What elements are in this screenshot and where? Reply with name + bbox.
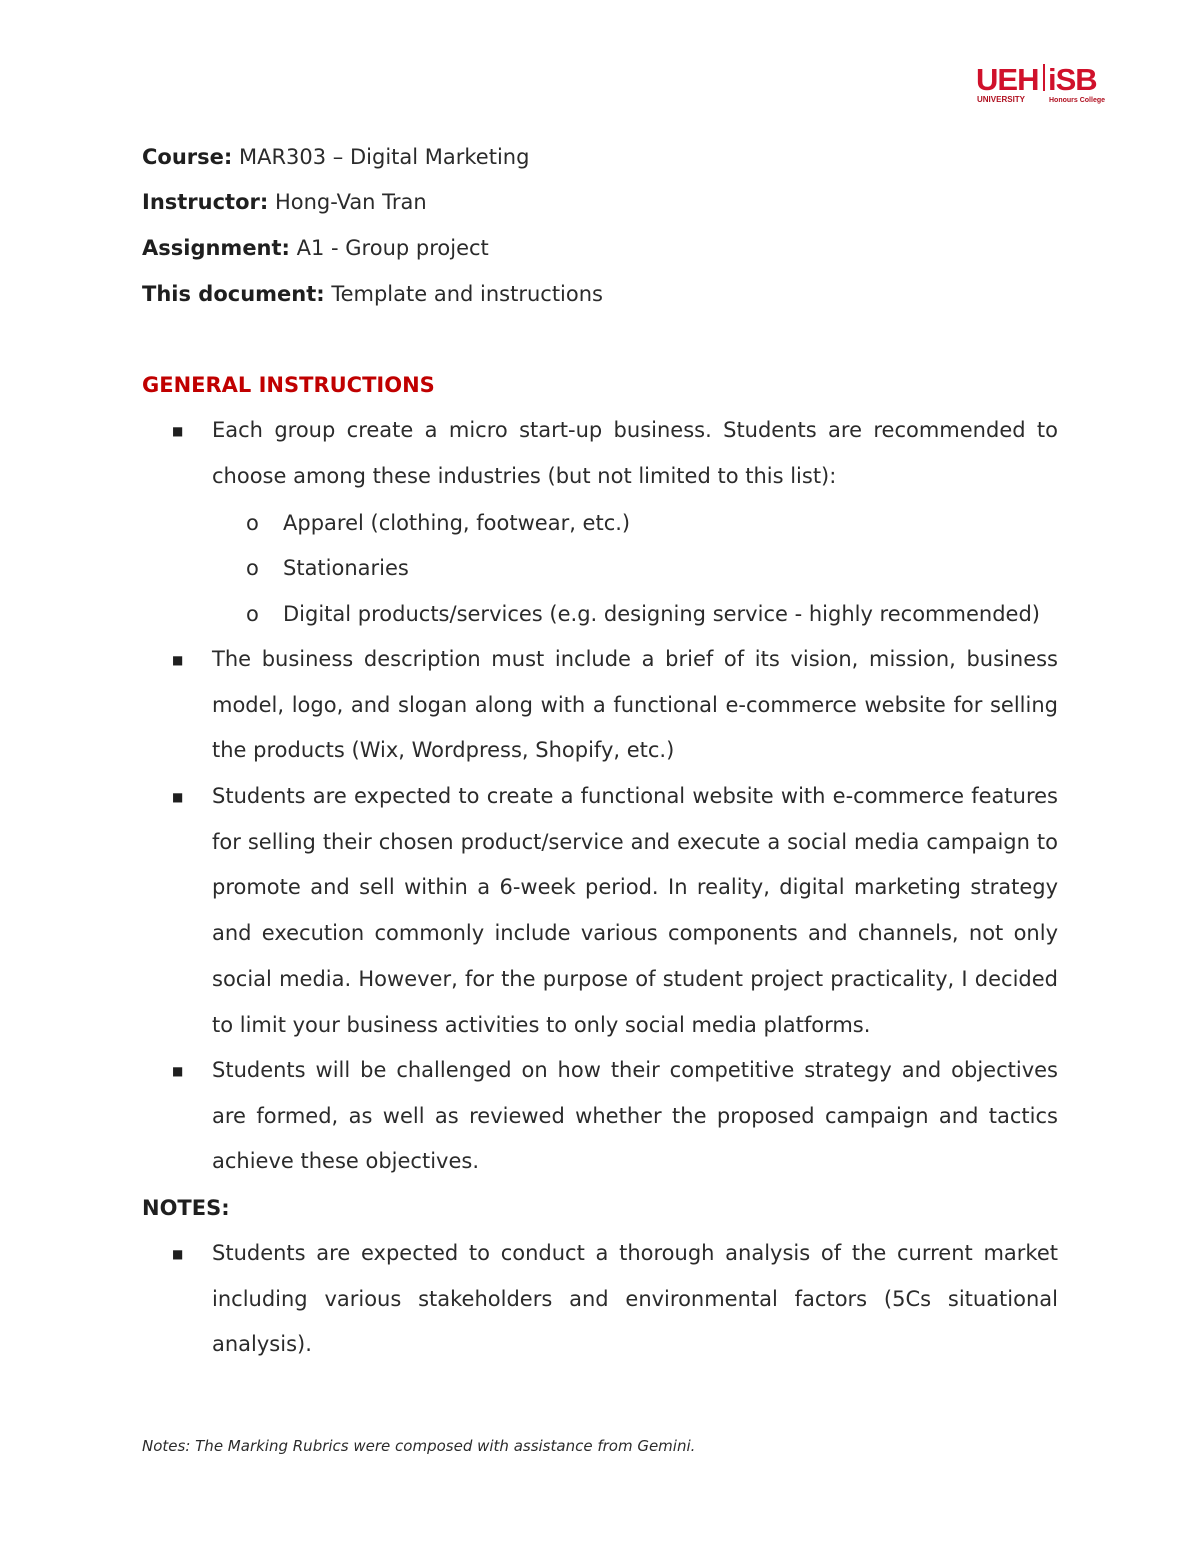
sub-bullet-icon: o [246,556,259,580]
sub-bullet-icon: o [246,602,259,626]
instructor-line [142,187,427,217]
sub-item-stationaries: Stationaries [283,556,409,580]
course-value: MAR303 – Digital Marketing [232,145,530,169]
document-line [142,279,603,309]
assignment-value: A1 - Group project [289,236,489,260]
logo-brand-right: iSB [1048,62,1097,97]
general-instructions-heading: GENERAL INSTRUCTIONS [142,373,435,397]
instructor-value: Hong-Van Tran [268,190,427,214]
logo-tag-right: Honours College [1049,97,1106,104]
general-item-1: Each group create a micro start-up business. Students are recommended to choose among these industries (but not limited to this list): [212,418,1058,488]
notes-heading: NOTES: [142,1196,230,1220]
bullet-icon: ■ [172,1064,184,1078]
instructor-label: Instructor: [142,190,269,214]
bullet-icon: ■ [172,790,184,804]
footnote: Notes: The Marking Rubrics were composed with assistance from Gemini. [142,1437,696,1455]
sub-item-apparel: Apparel (clothing, footwear, etc.) [283,511,631,535]
logo-divider [1043,64,1045,91]
notes-item-1: Students are expected to conduct a thorough analysis of the current market including various stakeholders and environmental factors (5Cs situational analysis). [212,1241,1058,1357]
general-item-2: The business description must include a brief of its vision, mission, business model, logo, and slogan along with a functional e-commerce website for selling the products (Wix, Wordpress, Shopify, etc.) [212,647,1058,763]
course-label: Course [142,145,224,169]
document-value: Template and instructions [324,282,603,306]
sub-item-digital: Digital products/services (e.g. designing service - highly recommended) [283,602,1040,626]
general-item-4: Students will be challenged on how their competitive strategy and objectives are formed, as well as reviewed whether the proposed campaign and tactics achieve these objectives. [212,1058,1058,1174]
bullet-icon: ■ [172,1247,184,1261]
bullet-icon: ■ [172,653,184,667]
course-line: Course: MAR303 – Digital Marketing [142,145,530,169]
sub-bullet-icon: o [246,511,259,535]
assignment-line [142,233,489,263]
logo-tag-left: UNIVERSITY [977,95,1026,104]
general-item-3: Students are expected to create a functional website with e-commerce features for selling their chosen product/service and execute a social media campaign to promote and sell within a 6-week period. In reality, digital marketing strategy and execution commonly include various components and channels, not only social media. However, for the purpose of student project practicality, I decided to limit your business activities to only social media platforms. [212,784,1058,1037]
ueh-isb-logo [976,62,1106,106]
bullet-icon: ■ [172,424,184,438]
assignment-label: Assignment: [142,236,290,260]
document-label: This document: [142,282,325,306]
logo-brand-left: UEH [976,62,1039,97]
